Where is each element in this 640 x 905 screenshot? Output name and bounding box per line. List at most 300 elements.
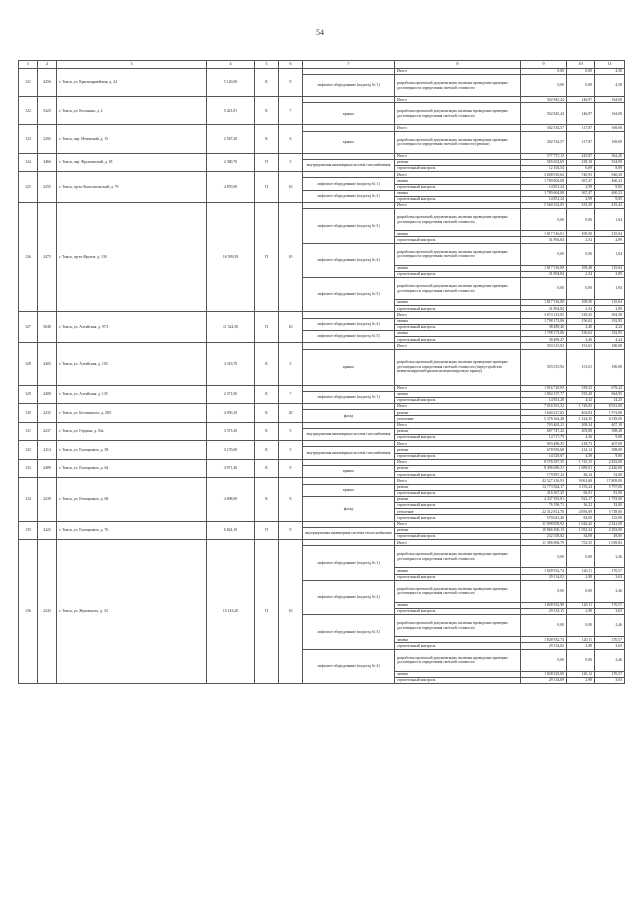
system-cell: лифтовое оборудование (подъезд № 3) [303,615,395,649]
cost-cell: 5 560 232,05 [521,203,567,209]
unit-cost-cell: 1 324,35 [567,416,595,422]
work-cell: разработка проектной документации, включая проведение проверки достоверности определения сметной стоимости [395,209,521,231]
cost-cell: 14 717,79 [521,435,567,441]
cost-cell: 1 828 525,00 [521,671,567,677]
limit-cost-cell: 169,00 [595,131,625,153]
unit-cost-cell: 3 155,24 [567,484,595,490]
unit-cost-cell: 245,87 [567,153,595,159]
unit-cost-cell: 923,17 [567,496,595,502]
work-cell: Итого [395,125,521,131]
area-cell: 16 599,59 [207,203,255,312]
column-number: 5 [255,61,279,69]
limit-cost-cell: 9,85 [595,196,625,202]
work-cell: строительный контроль [395,677,521,683]
limit-cost-cell: 2 440,00 [595,465,625,471]
system-cell: лифтовое оборудование (подъезд № 5) [303,278,395,312]
cost-cell: 302 534,57 [521,131,567,153]
unit-cost-cell: 4,32 [567,397,595,403]
row-number: 125 [19,172,38,203]
address-cell: г. Томск, пер. Фрунзенский, д. 38 [57,153,207,172]
limit-cost-cell: 2,46 [595,615,625,637]
unit-cost-cell: 318,45 [567,312,595,318]
cost-cell: 4 337 395,81 [521,496,567,502]
area-cell: 4 050,10 [207,404,255,423]
floor-count: 7 [279,97,303,125]
cost-cell: 3 608 910,64 [521,172,567,178]
limit-cost-cell: 1 039,83 [595,540,625,546]
limit-cost-cell: 5 797,00 [595,484,625,490]
unit-cost-cell: 0,00 [567,209,595,231]
cost-cell: 11 098 858,92 [521,521,567,527]
address-cell: г. Томск, пр-кт Комсомольский, д. 79 [57,172,207,203]
system-cell: лифтовое оборудование (подъезд № 5) [303,330,395,342]
work-cell: Итого [395,312,521,318]
limit-cost-cell: 4,24 [595,324,625,330]
row-number: 122 [19,97,38,125]
cost-cell: 7 016 591,52 [521,404,567,410]
cost-cell: 503 315,92 [521,349,567,385]
material-type: К [255,404,279,423]
address-cell: г. Томск, пр-кт Фрунзе, д. 130 [57,203,207,312]
work-cell: строительный контроль [395,165,521,171]
limit-cost-cell: 940,29 [595,172,625,178]
area-cell: 6 824,10 [207,521,255,540]
limit-cost-cell: 460,23 [595,178,625,184]
unit-cost-cell: 404,84 [567,410,595,416]
house-code: 4256 [38,69,57,97]
unit-cost-cell: 1 626,42 [567,521,595,527]
row-number: 130 [19,404,38,423]
cost-cell: 0,00 [521,75,567,97]
area-cell: 2 380,70 [207,153,255,172]
work-cell: ремонт [395,496,521,502]
unit-cost-cell: 2,34 [567,271,595,277]
system-cell: крыша [303,131,395,153]
floor-count: 10 [279,540,303,684]
limit-cost-cell: 2,46 [595,580,625,602]
cost-cell: 38 489,47 [521,337,567,343]
limit-cost-cell: 49,00 [595,534,625,540]
system-cell: лифтовое оборудование (подъезд № 1) [303,178,395,190]
address-cell: г. Томск, пер. Нечевский, д. 15 [57,125,207,153]
work-cell: замена [395,265,521,271]
cost-cell: 0,00 [521,243,567,265]
work-cell: Итого [395,478,521,484]
work-cell: Итого [395,153,521,159]
unit-cost-cell: 156,02 [567,318,595,324]
work-cell: строительный контроль [395,490,521,496]
system-cell: внутридомовая инженерная система газоснабжения [303,447,395,459]
unit-cost-cell: 6,69 [567,165,595,171]
material-type: К [255,385,279,404]
work-cell: Итого [395,404,521,410]
limit-cost-cell: 170,57 [595,637,625,643]
work-cell: строительный контроль [395,306,521,312]
work-cell: Итого [395,203,521,209]
area-cell: 3 170,60 [207,441,255,460]
unit-cost-cell: 120,11 [567,637,595,643]
cost-cell: 0,00 [521,649,567,671]
cost-cell: 29 134,69 [521,677,567,683]
address-cell: г. Томск, ул. Елизаровых, д. 58 [57,441,207,460]
cost-cell: 1 798 173,06 [521,318,567,324]
limit-cost-cell: 192,95 [595,318,625,324]
work-cell: строительный контроль [395,453,521,459]
limit-cost-cell: 8 931,00 [595,404,625,410]
work-cell: строительный контроль [395,337,521,343]
cost-cell: 1 816 729,05 [521,385,567,391]
system-cell: лифтовое оборудование (подъезд № 1) [303,391,395,403]
limit-cost-cell: 170,57 [595,568,625,574]
system-cell: лифтовое оборудование (подъезд № 2) [303,190,395,202]
limit-cost-cell: 2,89 [595,306,625,312]
row-number: 136 [19,540,38,684]
work-cell: Итого [395,343,521,349]
limit-cost-cell: 52,00 [595,472,625,478]
cost-cell: 1 640 227,63 [521,410,567,416]
floor-count: 20 [279,404,303,423]
limit-cost-cell: 664,95 [595,391,625,397]
system-cell: внутридомовая инженерная система газоснабжения [303,428,395,440]
unit-cost-cell: 367,47 [567,190,595,196]
unit-cost-cell: 156,02 [567,330,595,336]
work-cell: разработка проектной документации, включая проведение проверки достоверности определения сметной стоимости [395,615,521,637]
work-cell: строительный контроль [395,608,521,614]
limit-cost-cell: 1,94 [595,278,625,300]
area-cell: 15 143,20 [207,540,255,684]
system-cell: крыша [303,484,395,496]
limit-cost-cell: 407,10 [595,422,625,428]
house-code: 2239 [38,478,57,521]
system-cell: крыша [303,465,395,477]
limit-cost-cell: 14,25 [595,397,625,403]
unit-cost-cell: 752,55 [567,540,595,546]
limit-cost-cell: 4,30 [595,69,625,75]
cost-cell: 316 567,25 [521,490,567,496]
cost-cell: 3 674 123,05 [521,312,567,318]
floor-count: 7 [279,385,303,404]
limit-cost-cell: 9,00 [595,435,625,441]
unit-cost-cell: 151,61 [567,349,595,385]
cost-cell: 1 789 604,08 [521,178,567,184]
limit-cost-cell: 8,09 [595,165,625,171]
cost-cell: 14 851,28 [521,397,567,403]
work-cell: строительный контроль [395,435,521,441]
cost-cell: 29 133,15 [521,608,567,614]
work-cell: разработка проектной документации, включая проведение проверки достоверности определения сметной стоимости [395,649,521,671]
column-number: 2 [38,61,57,69]
limit-cost-cell: 169,00 [595,125,625,131]
limit-cost-cell: 9,85 [595,184,625,190]
unit-cost-cell: 0,00 [567,243,595,265]
limit-cost-cell: 1 972,00 [595,410,625,416]
work-cell: разработка проектной документации, включая проведение проверки достоверности определения сметной стоимости (ремонт) [395,131,521,153]
work-cell: замена [395,568,521,574]
row-number: 126 [19,203,38,312]
unit-cost-cell: 1 729,05 [567,404,595,410]
limit-cost-cell: 180,00 [595,343,625,349]
limit-cost-cell: 460,23 [595,190,625,196]
system-cell: внутридомовая инженерная система газоснабжения [303,159,395,171]
unit-cost-cell: 740,93 [567,172,595,178]
unit-cost-cell: 1 592,34 [567,527,595,533]
area-cell: 5 120,00 [207,69,255,97]
cost-cell: 693 486,35 [521,441,567,447]
house-code: 2403 [38,343,57,385]
unit-cost-cell: 109,48 [567,265,595,271]
work-cell: утепление [395,416,521,422]
unit-cost-cell: 66,91 [567,490,595,496]
unit-cost-cell: 117,87 [567,125,595,131]
unit-cost-cell: 16,22 [567,503,595,509]
work-cell: строительный контроль [395,643,521,649]
address-cell: г. Томск, ул. Елизаровых, д. 64 [57,459,207,478]
system-cell: фасад [303,496,395,521]
unit-cost-cell: 36,14 [567,472,595,478]
limit-cost-cell: 394,58 [595,312,625,318]
work-cell: разработка проектной документации, включая проведение проверки достоверности определения сметной стоимости (переустройство невентилируемой крыши на вентилируемую крышу) [395,349,521,385]
address-cell: г. Томск, ул. Косонина, д. 2 [57,97,207,125]
unit-cost-cell: 218,73 [567,441,595,447]
cost-cell: 502 845,44 [521,97,567,103]
floor-count: 5 [279,153,303,172]
cost-cell: 678 956,68 [521,447,567,453]
area-cell: 3 373,30 [207,422,255,441]
cost-cell: 0,00 [521,69,567,75]
limit-cost-cell: 3,63 [595,574,625,580]
area-cell: 11 524,30 [207,312,255,343]
unit-cost-cell: 203,88 [567,428,595,434]
floor-count: 10 [279,172,303,203]
work-cell: ремонт [395,159,521,165]
limit-cost-cell: 81,00 [595,490,625,496]
work-cell: Итого [395,172,521,178]
cost-cell: 1 828 932,74 [521,568,567,574]
column-number: 11 [595,61,625,69]
unit-cost-cell: 34,08 [567,534,595,540]
work-cell: разработка проектной документации, включая проведение проверки достоверности определения сметной стоимости [395,580,521,602]
limit-cost-cell: 2 292,00 [595,527,625,533]
floor-count: 8 [279,478,303,521]
page-number: 54 [316,28,324,37]
floor-count: 9 [279,69,303,97]
unit-cost-cell: 151,61 [567,343,595,349]
unit-cost-cell: 0,00 [567,649,595,671]
unit-cost-cell: 2,99 [567,184,595,190]
house-code: 2489 [38,459,57,478]
work-cell: замена [395,330,521,336]
cost-cell: 0,00 [521,209,567,231]
material-type: П [255,153,279,172]
cost-cell: 11 386 906,79 [521,540,567,546]
work-cell: Итого [395,521,521,527]
address-cell: г. Томск, ул. Алтайская, д. 135 [57,385,207,404]
floor-count: 5 [279,343,303,385]
unit-cost-cell: 0,00 [567,546,595,568]
floor-count: 10 [279,312,303,343]
work-cell: Итого [395,69,521,75]
limit-cost-cell: 354,09 [595,159,625,165]
floor-count: 6 [279,125,303,153]
row-number: 131 [19,422,38,441]
address-cell: г. Томск, ул. Алтайская, д. 97/1 [57,312,207,343]
material-type: К [255,125,279,153]
material-type: П [255,521,279,540]
work-cell: замена [395,671,521,677]
system-cell: фасад [303,410,395,422]
house-code: 2255 [38,172,57,203]
row-number: 121 [19,69,38,97]
area-cell: 5 421,81 [207,97,255,125]
row-number: 127 [19,312,38,343]
material-type: П [255,172,279,203]
limit-cost-cell: 17 809,00 [595,478,625,484]
limit-cost-cell: 2 492,00 [595,459,625,465]
address-cell: г. Томск, ул. Алтайская, д. 105 [57,343,207,385]
house-code: 3048 [38,312,57,343]
limit-cost-cell: 407,00 [595,441,625,447]
material-type: П [255,203,279,312]
cost-cell: 703 465,21 [521,422,567,428]
unit-cost-cell: 539,52 [567,385,595,391]
work-cell: строительный контроль [395,534,521,540]
work-cell: замена [395,318,521,324]
work-cell: замена [395,231,521,237]
unit-cost-cell: 0,00 [567,69,595,75]
cost-cell: 14 773 564,17 [521,484,567,490]
limit-cost-cell: 192,95 [595,330,625,336]
cost-cell: 1 817 516,00 [521,300,567,306]
work-cell: замена [395,602,521,608]
floor-count: 9 [279,521,303,540]
cost-cell: 0,00 [521,278,567,300]
limit-cost-cell: 679,22 [595,385,625,391]
work-cell: Итого [395,441,521,447]
limit-cost-cell: 2,89 [595,271,625,277]
column-number: 1 [19,61,38,69]
limit-cost-cell: 135,04 [595,300,625,306]
unit-cost-cell: 2,54 [567,237,595,243]
floor-count: 5 [279,422,303,441]
limit-cost-cell: 1,94 [595,243,625,265]
limit-cost-cell: 398,00 [595,447,625,453]
cost-cell: 8 396 690,31 [521,465,567,471]
row-number: 124 [19,153,38,172]
unit-cost-cell: 335,50 [567,203,595,209]
row-number: 134 [19,478,38,521]
system-cell: крыша [303,349,395,385]
work-cell: ремонт [395,428,521,434]
material-type: К [255,97,279,125]
work-cell: замена [395,391,521,397]
cost-cell: 0,00 [521,580,567,602]
limit-cost-cell: 2,46 [595,546,625,568]
limit-cost-cell: 135,04 [595,231,625,237]
work-cell: строительный контроль [395,184,521,190]
material-type: П [255,540,279,684]
work-cell: разработка проектной документации, включая проведение проверки достоверности определения сметной стоимости [395,546,521,568]
unit-cost-cell: 9 061,68 [567,478,595,484]
cost-cell: 12 104,54 [521,165,567,171]
limit-cost-cell: 32,00 [595,503,625,509]
work-cell: Итого [395,385,521,391]
unit-cost-cell: 120,11 [567,568,595,574]
work-cell: ремонт [395,527,521,533]
cost-cell: 5 376 364,48 [521,416,567,422]
work-cell: ремонт [395,484,521,490]
unit-cost-cell: 3,40 [567,324,595,330]
system-cell: лифтовое оборудование (подъезд № 1) [303,546,395,580]
work-cell: строительный контроль [395,503,521,509]
address-cell: г. Томск, ул. Елизаровых, д. 68 [57,478,207,521]
cost-cell: 302 534,57 [521,125,567,131]
unit-cost-cell: 239,18 [567,159,595,165]
cost-cell: 8 576 587,55 [521,459,567,465]
area-cell: 2 371,00 [207,385,255,404]
cost-cell: 1 817 516,00 [521,265,567,271]
work-cell: замена [395,190,521,196]
unit-cost-cell: 109,50 [567,231,595,237]
work-cell: разработка проектной документации, включая проведение проверки достоверности определения сметной стоимости [395,243,521,265]
work-cell: замена [395,637,521,643]
work-cell: строительный контроль [395,271,521,277]
cost-cell: 31 894,84 [521,237,567,243]
row-number: 129 [19,385,38,404]
address-cell: г. Томск, ул. Жуковского, д. 33 [57,540,207,684]
cost-cell: 1 817 516,01 [521,231,567,237]
column-number-row [19,61,625,69]
system-cell: лифтовое оборудование (подъезд № 4) [303,649,395,683]
unit-cost-cell: 120,11 [567,602,595,608]
work-cell: разработка проектной документации, включая проведение проверки достоверности определения сметной стоимости [395,278,521,300]
row-number: 133 [19,459,38,478]
work-cell: строительный контроль [395,574,521,580]
house-code: 2475 [38,203,57,312]
limit-cost-cell: 180,00 [595,349,625,385]
work-cell: строительный контроль [395,196,521,202]
address-cell: г. Томск, ул. Бетчинского, д. 28/1 [57,404,207,423]
area-cell: 2 567,20 [207,125,255,153]
cost-cell: 42 527 216,93 [521,478,567,484]
column-number: 7 [303,61,395,69]
cost-cell: 1 828 932,74 [521,637,567,643]
area-cell: 3 319,70 [207,343,255,385]
cost-cell: 10 866 300,13 [521,527,567,533]
cost-cell: 38 489,46 [521,324,567,330]
material-type: К [255,478,279,521]
work-cell: Итого [395,97,521,103]
unit-cost-cell: 208,34 [567,422,595,428]
work-cell: строительный контроль [395,324,521,330]
column-number: 9 [521,61,567,69]
unit-cost-cell: 0,00 [567,278,595,300]
cost-cell: 503 315,92 [521,343,567,349]
cost-cell: 14 851,24 [521,196,567,202]
unit-cost-cell: 0,00 [567,615,595,637]
material-type: К [255,69,279,97]
house-code: 2235 [38,404,57,423]
floor-count: 5 [279,441,303,460]
unit-cost-cell: 1 725,15 [567,459,595,465]
house-code: 2243 [38,540,57,684]
column-number: 4 [207,61,255,69]
column-number: 3 [57,61,207,69]
material-type: К [255,441,279,460]
material-type: К [255,343,279,385]
work-cell: замена [395,300,521,306]
unit-cost-cell: 2,98 [567,677,595,683]
unit-cost-cell: 2,98 [567,643,595,649]
